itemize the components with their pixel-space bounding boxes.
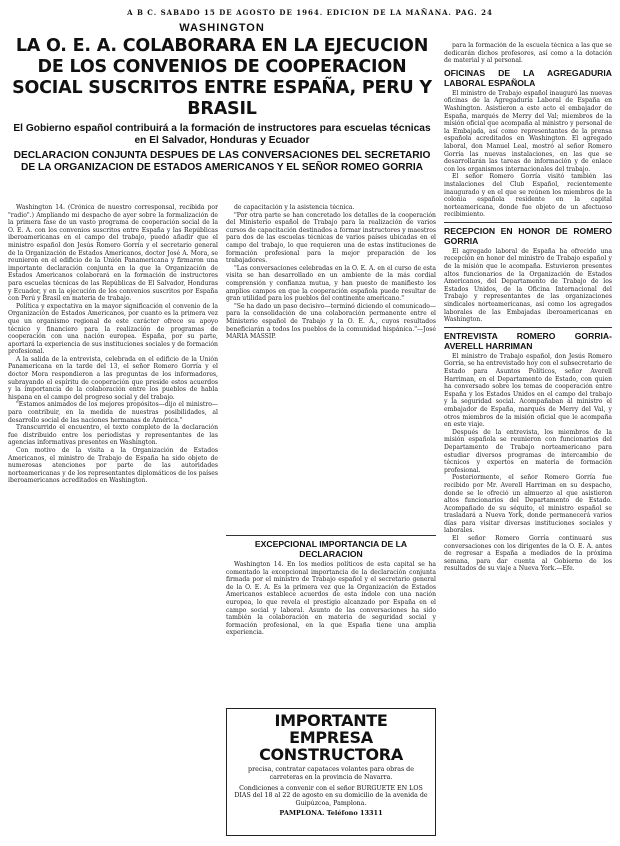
lead-column-2: [226, 204, 436, 530]
ad-body: precisa, contratar capataces volantes para obras de carreteras en la provincia de Navarra.: [248, 766, 414, 781]
running-header: A B C. SABADO 15 DE AGOSTO DE 1964. EDICION DE LA MAÑANA. PAG. 24: [127, 8, 493, 17]
paragraph: El ministro de Trabajo español inauguró las nuevas oficinas de la Agregaduría Laboral de España en Washington. Asistieron a este acto el embajador de España, marqués de Merry del Val; miembros de la misión oficial que acompaña al ministro y personal de la Embajada, así como representantes de la prensa española acreditados en Washington. El agregado laboral, don Manuel Leal, mostró al señor Romero Gorría las nuevas instalaciones, en las que se desarrollarán las tareas de información y de enlace con los organismos internacionales del trabajo.: [444, 89, 612, 173]
ad-phone: PAMPLONA. Teléfono 13311: [279, 808, 383, 817]
paragraph: El ministro de Trabajo español, don Jesús Romero Gorría, se ha entrevistado hoy con el subsecretario de Estado para Asuntos Políticos, señor Averell Harriman, en el Departamento de Estado, con quien ha conversado sobre los temas de cooperación entre España y los Estados Unidos en el campo del trabajo y la seguridad social. Acompañaban al ministro el embajador de España, marqués de Merry del Val, y otros miembros de la misión oficial que le acompaña en este viaje.: [444, 352, 612, 429]
divider: [444, 327, 612, 328]
paragraph: Con motivo de la visita a la Organización de Estados Americanos, el ministro de Trabajo de España ha sido objeto de numerosas atenciones por parte de las autoridades norteamericanas y de los representantes diplomáticos de los países iberoamericanos acreditados en Washington.: [8, 447, 218, 485]
ad-title: IMPORTANTE EMPRESA CONSTRUCTORA: [259, 711, 403, 764]
paragraph: "Se ha dado un paso decisivo—terminó diciendo el comunicado—para la consolidación de una colaboración permanente entre el Ministerio español de Trabajo y la O. E. A., cuyos resultados beneficiarán a todos los pueblos de la comunidad hispánica."—José MARIA MASSIP.: [226, 302, 436, 341]
lead-story-header: [8, 22, 436, 174]
ad-contact: Condiciones a convenir con el señor BURGUETE EN LOS DIAS del 18 al 22 de agosto en su domicilio de la avenida de Guipúzcoa, Pamplona.: [234, 784, 428, 808]
section-title: OFICINAS DE LA AGREGADURIA LABORAL ESPAÑOLA: [444, 67, 612, 88]
section-title: ENTREVISTA ROMERO GORRIA-AVERELL HARRIMAN: [444, 330, 612, 351]
section-excepcional: [226, 532, 436, 702]
paragraph: El señor Romero Gorría visitó también las instalaciones del Club Español, recientemente inaugurado y en el que se reúnen los miembros de la colonia española residente en la capital norteamericana, donde fue objeto de un afectuoso recibimiento.: [444, 173, 612, 219]
divider: [444, 222, 612, 223]
lead-column-1: [8, 204, 218, 838]
paragraph: Política y expectativa en la mayor significación el convenio de la Organización de Estados Americanos, por cuanto es la primera vez que un organismo regional de este carácter ofrece su apoyo técnico y financiero para la realización de programas de cooperación con una nación europea. España, por su parte, aportará la experiencia de sus instituciones sociales y de formación profesional.: [8, 302, 218, 356]
divider: [226, 535, 436, 536]
subdeck: DECLARACION CONJUNTA DESPUES DE LAS CONVERSACIONES DEL SECRETARIO DE LA ORGANIZACION DE ESTADOS AMERICANOS Y EL SEÑOR ROMEO GORRIA: [13, 150, 431, 173]
section-title: RECEPCION EN HONOR DE ROMERO GORRIA: [444, 225, 612, 246]
paragraph: "Estamos animados de los mejores propósitos—dijo el ministro—para contribuir, en la medida de nuestras posibilidades, al desarrollo social de las naciones hermanas de América.": [8, 401, 218, 424]
paragraph: de capacitación y la asistencia técnica.: [234, 204, 355, 211]
headline: LA O. E. A. COLABORARA EN LA EJECUCION DE LOS CONVENIOS DE COOPERACION SOCIAL SUSCRITOS ENTRE ESPAÑA, PERU Y BRASIL: [12, 36, 432, 119]
paragraph: Posteriormente, el señor Romero Gorría fue recibido por Mr. Averell Harriman en su despacho, donde se le ofreció un almuerzo al que asistieron altos funcionarios del Departamento de Estado. Acompañado de su séquito, el ministro español se trasladará a Nueva York, donde permanecerá varios días para visitar diversas instituciones sociales y laborales.: [444, 474, 612, 535]
deck: El Gobierno español contribuirá a la formación de instructores para escuelas técnicas en El Salvador, Honduras y Ecuador: [13, 123, 431, 146]
dateline: WASHINGTON: [179, 22, 265, 34]
paragraph: El señor Romero Gorría continuará sus conversaciones con los dirigentes de la O. E. A. antes de regresar a España a mediados de la próxima semana, para dar cuenta al Gobierno de los resultados de su viaje a Nueva York.—Efe.: [444, 535, 612, 573]
paragraph: para la formación de la escuela técnica a las que se dedicarán dichos profesores, así como a la dotación de material y al personal.: [444, 42, 612, 65]
paragraph: Después de la entrevista, los miembros de la misión española se reunieron con funcionarios del Departamento de Trabajo norteamericano para estudiar diversos programas de intercambio de técnicos y expertos en materia de formación profesional.: [444, 428, 612, 474]
paragraph: Washington 14. En los medios políticos de esta capital se ha comentado la excepcional importancia de la declaración conjunta firmada por el ministro de Trabajo español y el secretario general de la O. E. A. Es la primera vez que la Organización de Estados Americanos establece acuerdos de esta índole con una nación europea, lo que revela el prestigio alcanzado por España en el campo social y laboral. Asunto de las conversaciones ha sido también la colaboración en materia de seguridad social y formación profesional, en la que España tiene una amplia experiencia.: [226, 561, 436, 637]
newspaper-page: [8, 8, 612, 838]
right-column: [444, 42, 612, 838]
classified-ad: [226, 708, 436, 836]
paragraph: El agregado laboral de España ha ofrecido una recepción en honor del ministro de Trabajo español y de la misión que le acompaña. Estuvieron presentes altos funcionarios de la Organización de Estados Americanos, del Departamento de Trabajo de los Estados Unidos, de la Oficina Internacional del Trabajo y representantes de las organizaciones sindicales norteamericanas, así como los agregados laborales de las Embajadas iberoamericanas en Washington.: [444, 247, 612, 324]
paragraph: "Las conversaciones celebradas en la O. E. A. en el curso de esta visita se han desarrollado en un ambiente de la más cordial comprensión y confianza mutua, y han puesto de manifiesto los amplios campos en que la cooperación española puede resultar de gran utilidad para los pueblos del continente americano.": [226, 264, 436, 303]
paragraph: Transcurrido el encuentro, el texto completo de la declaración fue distribuido entre los periodistas y representantes de las agencias informativas presentes en Washington.: [8, 424, 218, 447]
paragraph: Washington 14. (Crónica de nuestro corresponsal, recibida por "radio".) Ampliando mi despacho de ayer sobre la formalización de la primera fase de un vasto programa de cooperación social de la O. E. A. con los convenios suscritos entre España y las Repúblicas iberoamericanas en el campo del trabajo, puedo añadir que el ministro español don Jesús Romero Gorría y el secretario general de la Organización de Estados Americanos, doctor José A. Mora, se reunieron en el edificio de la Unión Panamericana y firmaron una importante declaración conjunta en la que la Organización de Estados Americanos colaborará en la formación de instructores para escuelas técnicas de las Repúblicas de El Salvador, Honduras y Ecuador, y en la ejecución de los convenios suscritos por España con Perú y Brasil en materia de trabajo.: [8, 204, 218, 303]
paragraph: "Por otra parte se han concretado los detalles de la cooperación del Ministerio español de Trabajo para la realización de varios cursos de capacitación destinados a formar instructores y maestros para dos de las escuelas técnicas de varios países ubicadas en el campo del trabajo, lo que requieren una de estas instituciones de formación profesional para la mejor preparación de los trabajadores.: [226, 211, 436, 265]
paragraph: A la salida de la entrevista, celebrada en el edificio de la Unión Panamericana en la tarde del 13, el señor Romero Gorría y el doctor Mora respondieron a las preguntas de los informadores, subrayando el espíritu de cooperación que preside estos acuerdos y la importancia de la colaboración entre los pueblos de habla hispana en el campo del progreso social y del trabajo.: [8, 355, 218, 401]
section-title: EXCEPCIONAL IMPORTANCIA DE LA DECLARACION: [254, 539, 408, 559]
